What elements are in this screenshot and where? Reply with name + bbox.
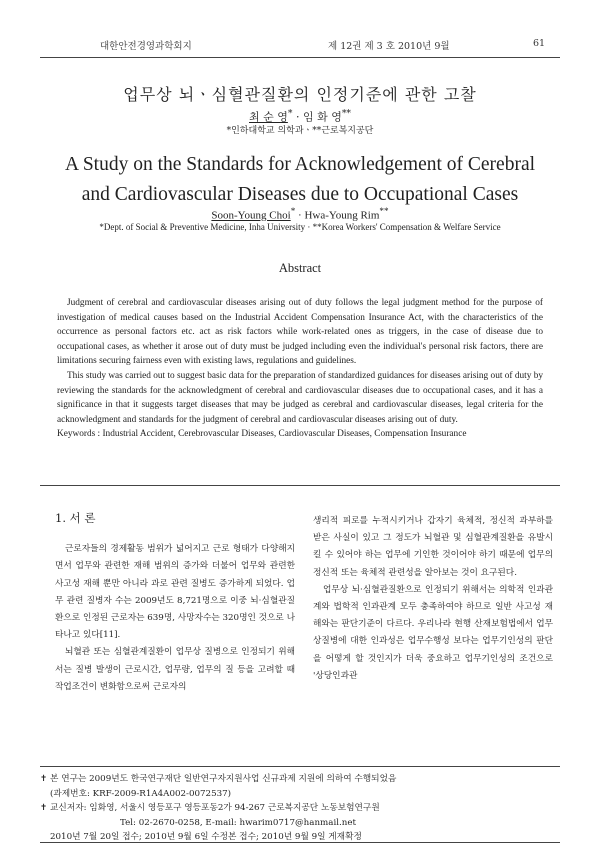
footnote-grant: (과제번호: KRF-2009-R1A4A002-0072537): [50, 788, 232, 799]
english-authors: [40, 206, 560, 222]
abstract-paragraph-2: This study was carried out to suggest basic data for the preparation of standardized guidances for diseases arising out of duty by reviewing the standards for the acknowledgment of cerebral and cardiovascular diseases due to occupational cases, and it has a significance in that it suggests target diseases that may be judged as cerebral and cardiovascular diseases, legal criteria for the acknowledgment and standards for the judgment of cerebral and cardiovascular diseases arising out of duty.: [57, 370, 543, 425]
left-column: [55, 510, 295, 696]
english-title-line1: A Study on the Standards for Acknowledgement of Cerebral: [64, 154, 536, 175]
left-paragraph-1: 근로자들의 경제활동 범위가 넓어지고 근로 형태가 다양해지면서 업무와 관련한 재해 범위의 증가와 더불어 업무와 관련한 사고성 재해 뿐만 아니라 과로 관련 질병도 증가하게 되었다. 업무 관련 질병자 수는 2009년도 8,721명으로 이중 뇌·심혈관질환으로 인정된 근로자는 639명, 사망자수는 320명인 것으로 나타나고 있다[11].: [55, 544, 295, 641]
english-author-a-mark: *: [290, 206, 296, 216]
korean-affiliation: *인하대학교 의학과ㆍ**근로복지공단: [226, 126, 374, 136]
header-rule: [40, 57, 560, 58]
abstract-paragraph-1: Judgment of cerebral and cardiovascular diseases arising out of duty follows the legal judgment method for the purpose of investigation of medical causes based on the Industrial Accident Compensation Insurance Act, with the characteristics of the occurrence as personal factors etc. act as risk factors while work-related ones as triggers, in the case of disease due to occupational cases, as whether it arose out of duty must be judged including even the individual's personal risk factors, there are limitations securing fairness even with existing laws, regulations and guidelines.: [57, 298, 543, 367]
page-number: 61: [533, 38, 546, 49]
english-author-b-mark: **: [379, 206, 389, 216]
korean-author-b: 임 화 영: [302, 110, 342, 124]
journal-name: 대한안전경영과학회지: [100, 41, 192, 52]
korean-title: 업무상 뇌ㆍ심혈관질환의 인정기준에 관한 고찰: [123, 85, 477, 104]
keywords: Keywords : Industrial Accident, Cerebrovascular Diseases, Cardiovascular Diseases, Compensation Insurance: [57, 429, 467, 440]
right-paragraph-2: 업무상 뇌·심혈관질환으로 인정되기 위해서는 의학적 인과관계와 법학적 인과관계 모두 충족하여야 하므로 일반 사고성 재해와는 판단기준이 다르다. 우리나라 현행 산재보험법에서 업무상질병에 대한 인과성은 업무수행성 보다는 업무기인성의 판단을 어떻게 할 것인지가 더욱 중요하고 업무기인성의 조건으로 '상당인과관: [313, 584, 553, 681]
right-paragraph-1: 생리적 피로를 누적시키거나 갑자기 육체적, 정신적 과부하를 받은 사실이 있고 그 정도가 뇌혈관 및 심혈관계질환을 유발시킬 수 있어야 하는 업무에 기인한 것이어야 하기 때문에 업무의 정신적 또는 육체적 관련성을 알아보는 것이 요구된다.: [313, 516, 553, 578]
footnote-corresponding: ✝ 교신저자: 임화영, 서울시 영등포구 영등포동2가 94-267 근로복지공단 노동보험연구원: [40, 803, 380, 813]
english-author-a: Soon-Young Choi: [211, 209, 291, 222]
korean-author-b-mark: **: [341, 108, 351, 119]
abstract-heading: Abstract: [278, 261, 322, 275]
section-title: 1. 서 론: [55, 511, 96, 525]
right-column: [313, 513, 553, 685]
english-title-line2: and Cardiovascular Diseases due to Occupational Cases: [81, 184, 519, 205]
korean-author-a: 최 순 영: [249, 110, 288, 124]
abstract-body: [57, 296, 543, 442]
issue-info: 제 12권 제 3 호 2010년 9월: [328, 41, 450, 52]
english-author-b: Hwa-Young Rim: [304, 209, 380, 222]
korean-author-sep: ·: [292, 110, 303, 124]
bottom-rule: [40, 842, 560, 843]
english-affiliation: *Dept. of Social & Preventive Medicine, Inha University · **Korea Workers' Compensation & Welfare Service: [99, 222, 501, 232]
footnote-contact: Tel: 02-2670-0258, E-mail: hwarim0717@hanmail.net: [120, 817, 357, 828]
korean-author-a-mark: *: [287, 108, 293, 119]
footnote-rule: [40, 766, 560, 767]
footnote-funding: ✝ 본 연구는 2009년도 한국연구재단 일반연구자지원사업 신규과제 지원에 의하여 수행되었음: [40, 774, 397, 784]
left-paragraph-2: 뇌혈관 또는 심혈관계질환이 업무상 질병으로 인정되기 위해서는 질병 발생이 근로시간, 업무량, 업무의 질 등을 고려할 때 작업조건이 변화함으로써 근로자의: [55, 647, 295, 692]
english-author-sep: ·: [295, 209, 305, 222]
footnotes: [40, 772, 560, 845]
abstract-rule: [40, 485, 560, 486]
footnote-dates: 2010년 7월 20일 접수; 2010년 9월 6일 수정본 접수; 2010년 9월 9일 게재확정: [50, 832, 362, 842]
english-title: [40, 150, 560, 210]
